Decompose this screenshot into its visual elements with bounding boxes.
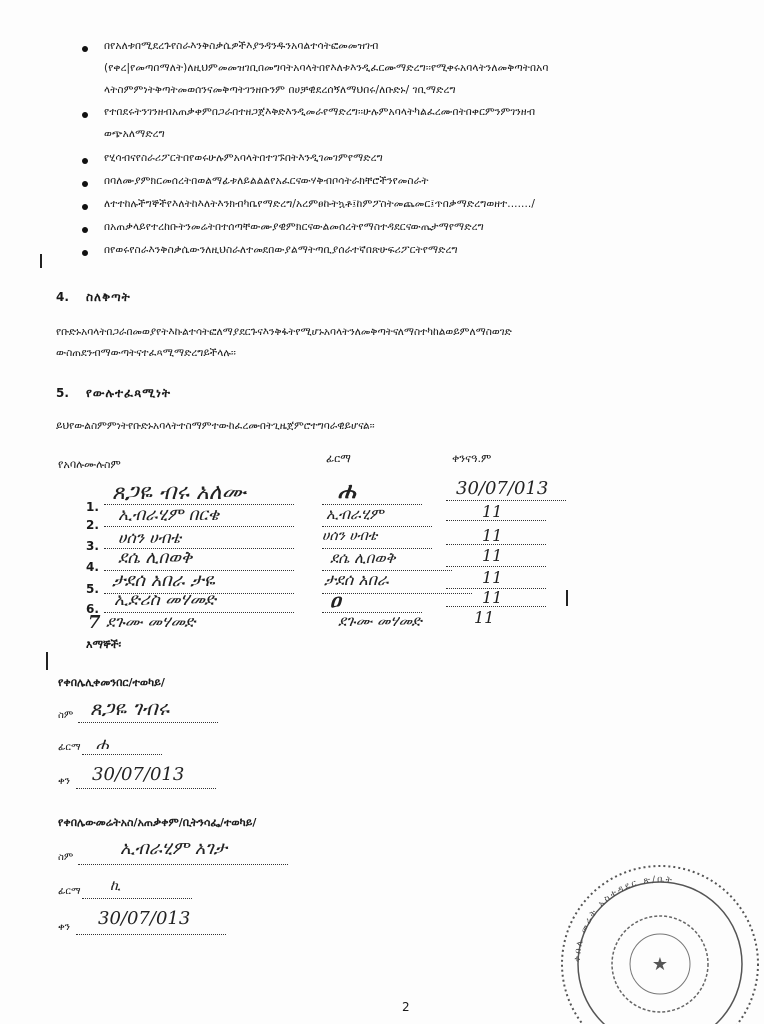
bullet-text: የሂሳብናየስራሪፖርትበየወሩሁሉምአባላትበተገኙበትእንዲገመገምየማድረግ xyxy=(104,152,383,164)
members-name-header: የአባሉሙሉስም xyxy=(58,458,121,471)
member-date: 11 xyxy=(482,526,503,545)
signature-underline xyxy=(322,593,472,594)
margin-mark xyxy=(40,254,42,268)
member-name: ኢብራሂም በርቄ xyxy=(118,505,220,525)
member-signature: ደጉሙ መሃመድ xyxy=(338,612,422,630)
section-4-number: 4. xyxy=(56,290,69,304)
row-number: 5. xyxy=(86,582,99,596)
section-4-line: የቡድኑአባላትበጋራበመወያየትእኩልተሳትፎለማያደርጉናእንቅፋትየሚሆኑአባላትንለመቅጣትናለማስተካከልወይምለማስወገድ xyxy=(56,326,512,338)
kebele-rep-heading: የቀበሌሊቀመንበር/ተወካይ/ xyxy=(58,676,165,689)
row-number: 2. xyxy=(86,518,99,532)
svg-text:ቀበሌ መሬት አስተዳደር ጽ/ቤት xyxy=(573,875,674,962)
office-rep-signature: ኪ xyxy=(110,878,121,894)
member-signature: ሀሰን ሀብቴ xyxy=(322,528,378,544)
signature-underline xyxy=(322,526,432,527)
member-date: 11 xyxy=(482,502,503,521)
bullet-dot xyxy=(82,46,88,52)
member-date: 11 xyxy=(474,608,495,627)
bullet-dot xyxy=(82,227,88,233)
kebele-rep-name-line xyxy=(78,722,218,723)
page-number: 2 xyxy=(402,1000,410,1014)
member-date: 11 xyxy=(482,568,503,587)
bullet-dot xyxy=(82,158,88,164)
bullet-text: በባለሙያምክርመሰረትበወልማፊቱለይልልልየአፈርናውሃቅብቦሳትራክቸሮችንየመስራት xyxy=(104,175,429,187)
section-5-title: የውሉተፈጻሚነት xyxy=(86,386,171,400)
section-5-number: 5. xyxy=(56,386,69,400)
kebele-rep-signature-label: ፊርማ xyxy=(58,742,81,753)
member-signature: ኢብራሂም xyxy=(326,505,384,523)
row-number: 1. xyxy=(86,500,99,514)
office-rep-heading: የቀበሌውመሬትአስ/አጠቃቀም/ቢትንሳፌ/ተወካይ/ xyxy=(58,816,257,829)
row-number: 4. xyxy=(86,560,99,574)
row-number: 3. xyxy=(86,539,99,553)
section-5-line: ይህየውልስምምነትየቡድኑአባላትተስማምተውከፈረሙበትጊዜጀምሮተግባራዊይሆናል፡፡ xyxy=(56,420,375,432)
member-signature: ደሴ ሊበወቅ xyxy=(330,549,396,567)
office-rep-signature-line xyxy=(82,898,192,899)
member-date: 30/07/013 xyxy=(456,478,549,499)
section-4-title: ስለቅጣት xyxy=(86,290,131,304)
bullet-text-cont: ወጭአለማድረግ xyxy=(104,128,165,140)
name-underline xyxy=(104,526,294,527)
official-stamp-icon xyxy=(540,852,764,1024)
member-name: ጸጋዬ ብሩ አለሙ xyxy=(112,480,246,505)
member-date: 11 xyxy=(482,546,503,565)
office-rep-name-label: ስም xyxy=(58,852,74,863)
member-signature: ሐ xyxy=(338,478,356,504)
member-name: ታደሰ አበራ ታዬ xyxy=(112,570,215,591)
office-rep-date: 30/07/013 xyxy=(98,908,191,929)
member-name: ሀሰን ሀብቴ xyxy=(118,528,182,547)
row-number: 6. xyxy=(86,602,99,616)
kebele-rep-date: 30/07/013 xyxy=(92,764,185,785)
kebele-rep-date-label: ቀን xyxy=(58,776,70,787)
member-name: ኢድሪስ መሃመድ xyxy=(114,590,216,610)
bullet-text-cont: ላትስምምነትቅጣትመወሰንናመቅጣትገንዘቡንም በሀቻዊደረሰኝለማህበሩ/ለቡድኑ/ ገቢማድረግ xyxy=(104,84,456,96)
bullet-text: ለተተከሉችግኞችየእለትከእለትእንክብካቤየማድረግ/አረምፀኩትኳቶ፤ከምፖስትመጨመር፤ጥበቃማድረግወዘተ......./ xyxy=(104,198,535,210)
margin-mark xyxy=(566,590,568,606)
kebele-rep-name: ጸጋዬ ገብሩ xyxy=(90,696,170,720)
bullet-text: በየአለቱበሚደረጉየስራእንቅስቃሴዎችእያንዳንዱንአባልተሳትፎመመዝገብ xyxy=(104,40,379,52)
kebele-rep-date-line xyxy=(76,788,216,789)
stamp-text: ቀበሌ መሬት አስተዳደር ጽ/ቤት xyxy=(572,874,675,963)
kebele-rep-name-label: ስም xyxy=(58,710,74,721)
members-date-header: ቀንናዓ.ም xyxy=(452,452,492,465)
section-4-line: ውስጠደንብማውጣትናተፈጻሚማድረግይችላሉ፡፡ xyxy=(56,347,236,359)
bullet-text: የተበደሩትንገንዘብአጠቃቀምበጋራበተዘጋጀእቅድእንዲመራየማድረግ፡፡ሁሉምአባላትካልፈረሙበትበቀርምንምገንዘብ xyxy=(104,106,536,118)
office-rep-name-line xyxy=(78,864,288,865)
member-name: ደሴ ሊበወቅ xyxy=(118,548,193,568)
bullet-dot xyxy=(82,250,88,256)
member-signature: ዐ xyxy=(330,588,341,612)
date-underline xyxy=(446,520,546,521)
date-underline xyxy=(446,566,546,567)
office-rep-date-line xyxy=(76,934,226,935)
kebele-rep-signature-line xyxy=(82,754,162,755)
bullet-text-cont: (የቀረ|የመጣበማለት)ለዚህምመመዝገቢበመግባትአባላትበየእለቱእንዲፈርሙማድረግ፡፡የሚቀሩአባላትንለመቅጣትበአባ xyxy=(104,62,549,74)
date-underline xyxy=(446,606,546,607)
member-signature: ታደሰ አበራ xyxy=(324,570,389,589)
date-underline xyxy=(446,544,546,545)
bullet-dot xyxy=(82,204,88,210)
office-rep-date-label: ቀን xyxy=(58,922,70,933)
bullet-dot xyxy=(82,112,88,118)
office-rep-signature-label: ፊርማ xyxy=(58,886,81,897)
stamp-star: ★ xyxy=(651,954,669,975)
member-date: 11 xyxy=(482,588,503,607)
members-signature-header: ፊርማ xyxy=(326,452,351,465)
bullet-text: በየወሩየስራእንቅስቃሴውንለዚህስራለተመደበውያልማትጣቢያሰራተኛበጽሁፍሪፖርትየማድረግ xyxy=(104,244,458,256)
margin-mark xyxy=(46,652,48,670)
member-name: ደጉሙ መሃመድ xyxy=(106,612,196,631)
office-rep-name: ኢብራሂም አገታ xyxy=(120,838,228,859)
kebele-rep-signature: ሐ xyxy=(96,734,109,753)
witnesses-label: እማኞች፡ xyxy=(86,638,122,651)
row-number: 7 xyxy=(88,612,101,633)
date-underline xyxy=(446,500,566,501)
bullet-text: በአጠቃላይየተረከቡትንመሬትበተሰጣቸውሙያዊምክርናውልመሰረትየማስተዳደርናውጤታማየማድረግ xyxy=(104,221,484,233)
bullet-dot xyxy=(82,181,88,187)
